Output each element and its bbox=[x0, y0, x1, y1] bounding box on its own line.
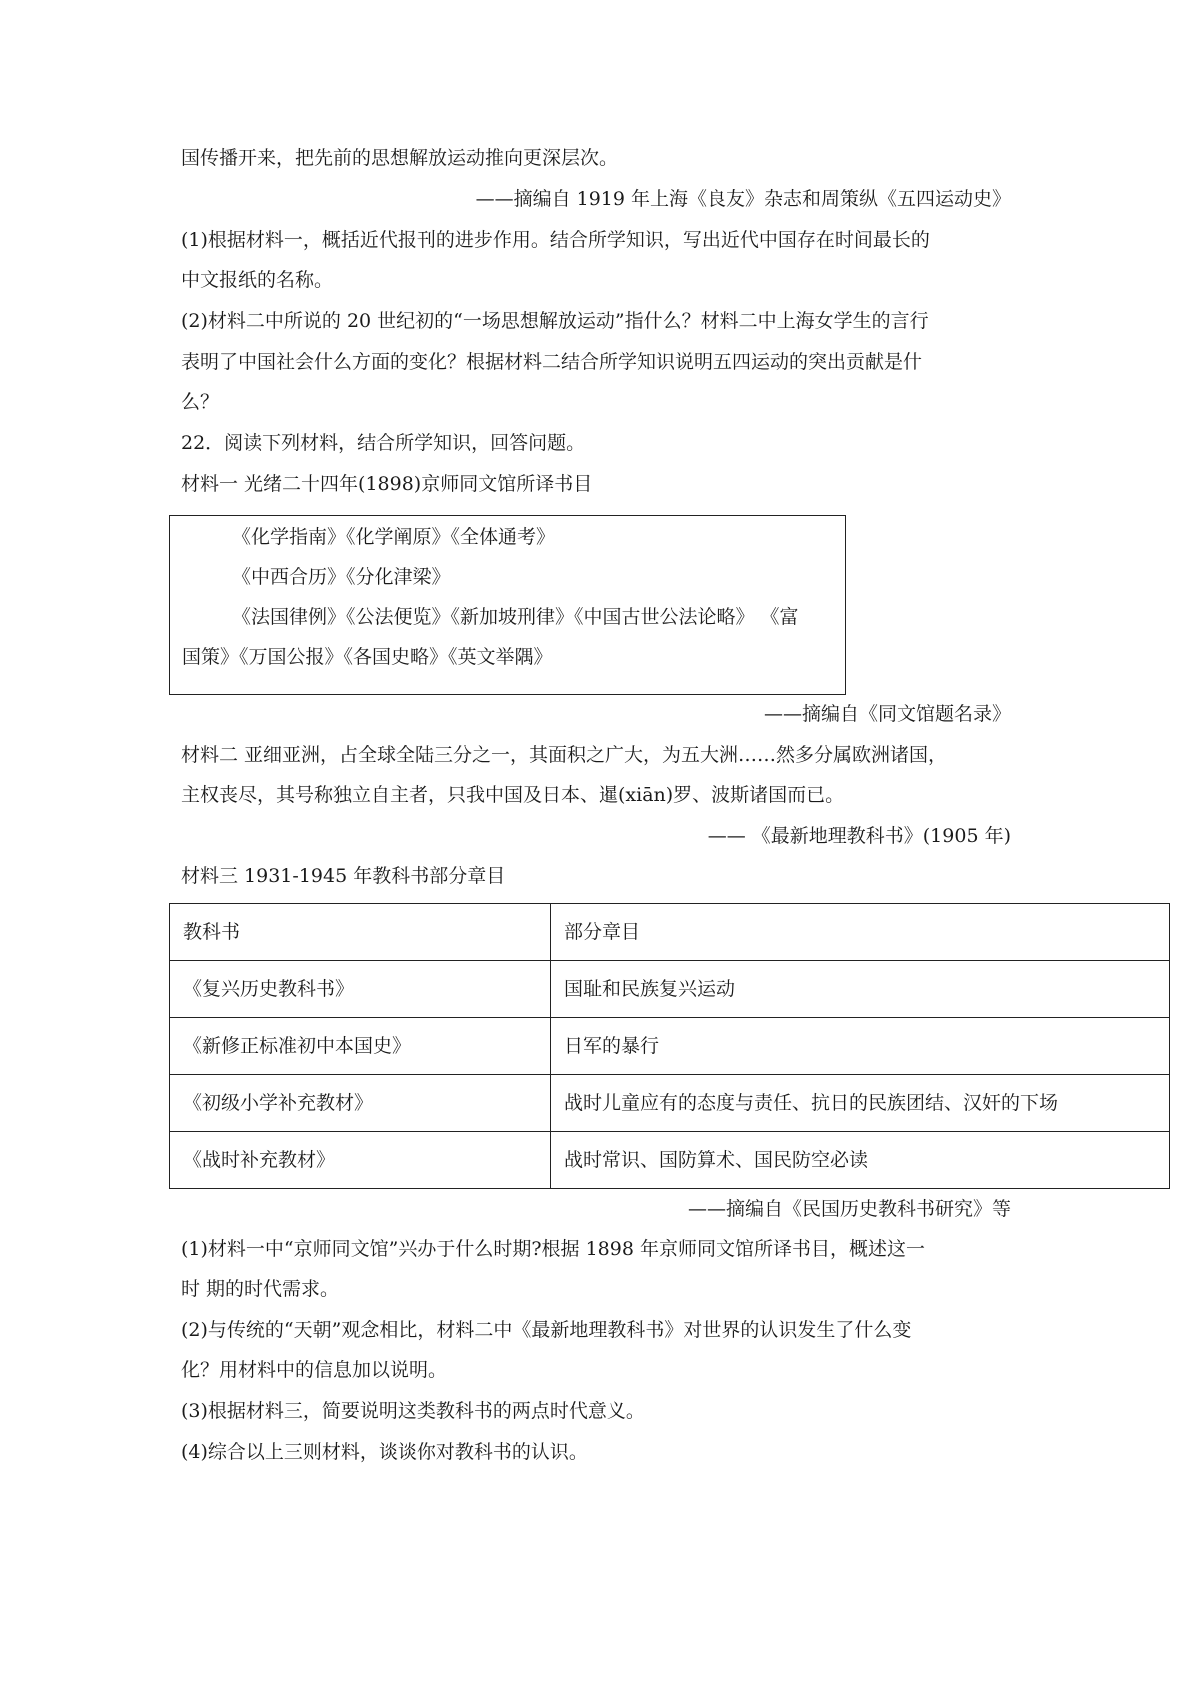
sub-question-2-line-2: 化？用材料中的信息加以说明。 bbox=[181, 1359, 448, 1381]
material-2-source: —— 《最新地理教科书》(1905 年) bbox=[707, 825, 1011, 847]
sub-question-1-line-1: (1)材料一中“京师同文馆”兴办于什么时期?根据 1898 年京师同文馆所译书目，概述这一 bbox=[181, 1238, 925, 1260]
book-list-row-2: 《中西合历》《分化津梁》 bbox=[232, 566, 451, 588]
book-list-row-1: 《化学指南》《化学阐原》《全体通考》 bbox=[232, 526, 556, 548]
sub-question-1-line-2: 时 期的时代需求。 bbox=[181, 1278, 340, 1300]
question-2-line-2: 表明了中国社会什么方面的变化？根据材料二结合所学知识说明五四运动的突出贡献是什 bbox=[181, 351, 923, 373]
table-cell-chapters: 战时儿童应有的态度与责任、抗日的民族团结、汉奸的下场 bbox=[551, 1075, 1170, 1132]
book-list-row-4: 国策》《万国公报》《各国史略》《英文举隅》 bbox=[182, 646, 553, 668]
sub-question-3: (3)根据材料三，简要说明这类教科书的两点时代意义。 bbox=[181, 1400, 645, 1422]
material-2-line-2: 主权丧尽，其号称独立自主者，只我中国及日本、暹(xiān)罗、波斯诸国而已。 bbox=[181, 784, 845, 806]
table-cell-chapters: 日军的暴行 bbox=[551, 1018, 1170, 1075]
sub-question-4: (4)综合以上三则材料，谈谈你对教科书的认识。 bbox=[181, 1441, 588, 1463]
continued-text-line: 国传播开来，把先前的思想解放运动推向更深层次。 bbox=[181, 147, 619, 169]
table-cell-textbook: 《战时补充教材》 bbox=[170, 1132, 551, 1189]
table-cell-textbook: 《新修正标准初中本国史》 bbox=[170, 1018, 551, 1075]
sub-question-2-line-1: (2)与传统的“天朝”观念相比，材料二中《最新地理教科书》对世界的认识发生了什么变 bbox=[181, 1319, 912, 1341]
table-row bbox=[170, 1132, 1170, 1189]
material-1-source: ——摘编自《同文馆题名录》 bbox=[763, 703, 1011, 725]
book-list-row-3: 《法国律例》《公法便览》《新加坡刑律》《中国古世公法论略》 《富 bbox=[232, 606, 799, 628]
table-row bbox=[170, 961, 1170, 1018]
table-row bbox=[170, 1075, 1170, 1132]
textbook-chapters-table bbox=[169, 903, 1170, 1189]
question-2-line-1: (2)材料二中所说的 20 世纪初的“一场思想解放运动”指什么？材料二中上海女学生的言行 bbox=[181, 310, 929, 332]
table-header-cell: 教科书 bbox=[170, 904, 551, 961]
table-cell-textbook: 《初级小学补充教材》 bbox=[170, 1075, 551, 1132]
table-cell-textbook: 《复兴历史教科书》 bbox=[170, 961, 551, 1018]
question-1-line-2: 中文报纸的名称。 bbox=[181, 269, 334, 291]
material-2-line-1: 材料二 亚细亚洲，占全球全陆三分之一，其面积之广大，为五大洲……然多分属欧洲诸国， bbox=[181, 744, 948, 766]
question-1-line-1: (1)根据材料一，概括近代报刊的进步作用。结合所学知识，写出近代中国存在时间最长的 bbox=[181, 229, 930, 251]
source-citation: ——摘编自 1919 年上海《良友》杂志和周策纵《五四运动史》 bbox=[475, 188, 1011, 210]
table-cell-chapters: 战时常识、国防算术、国民防空必读 bbox=[551, 1132, 1170, 1189]
table-cell-chapters: 国耻和民族复兴运动 bbox=[551, 961, 1170, 1018]
material-3-source: ——摘编自《民国历史教科书研究》等 bbox=[687, 1198, 1011, 1220]
table-header-row bbox=[170, 904, 1170, 961]
material-1-title: 材料一 光绪二十四年(1898)京师同文馆所译书目 bbox=[181, 473, 593, 495]
question-2-line-3: 么？ bbox=[181, 391, 220, 413]
material-1-book-list-box bbox=[169, 515, 846, 695]
table-row bbox=[170, 1018, 1170, 1075]
question-22-heading: 22．阅读下列材料，结合所学知识，回答问题。 bbox=[181, 432, 586, 454]
material-3-title: 材料三 1931-1945 年教科书部分章目 bbox=[181, 865, 506, 887]
table-header-cell: 部分章目 bbox=[551, 904, 1170, 961]
